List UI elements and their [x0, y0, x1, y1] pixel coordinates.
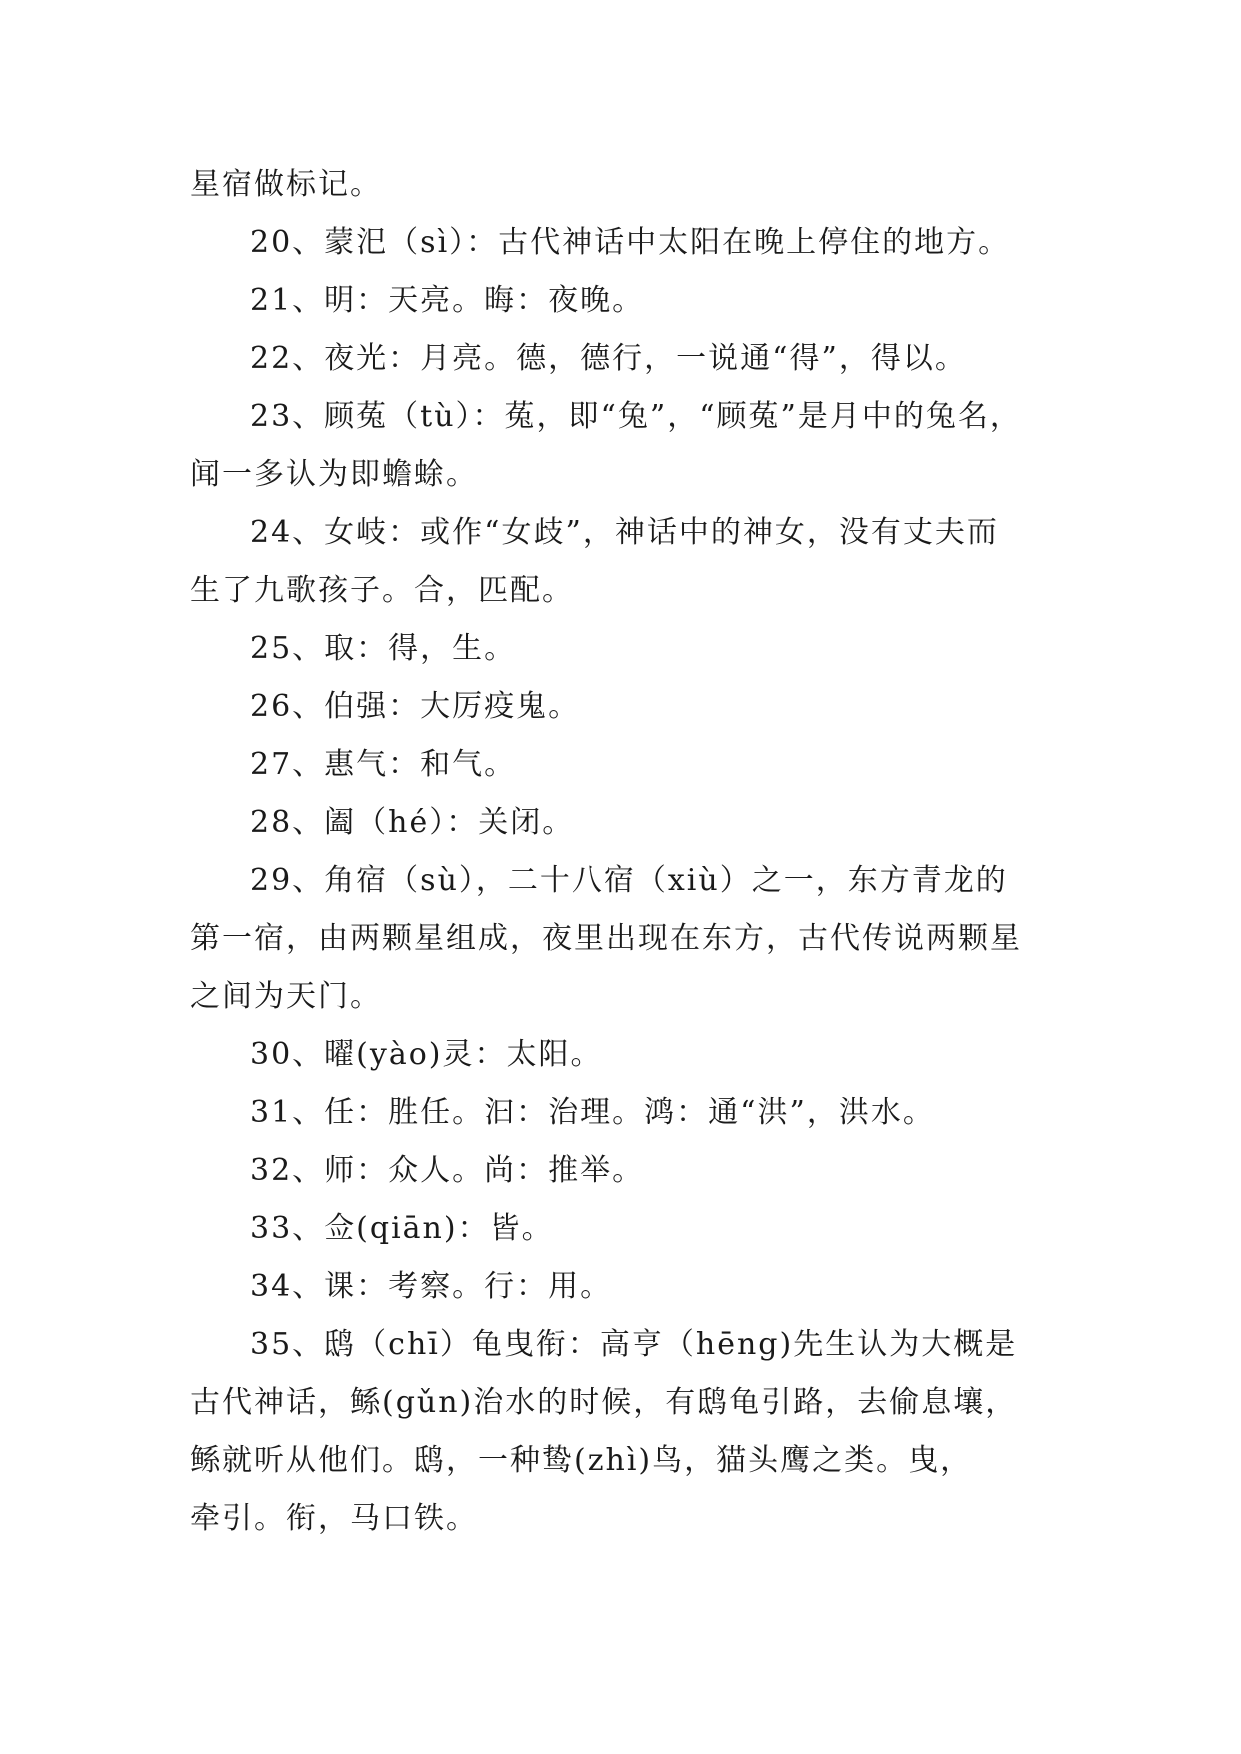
text-line: 29、角宿（sù），二十八宿（xiù）之一，东方青龙的 — [250, 863, 1008, 898]
text-line: 31、任：胜任。汩：治理。鸿：通“洪”，洪水。 — [250, 1095, 935, 1130]
text-line: 鲧就听从他们。鸱，一种鸷(zhì)鸟，猫头鹰之类。曳， — [190, 1443, 973, 1478]
paragraph — [190, 1316, 1070, 1548]
text-line: 26、伯强：大厉疫鬼。 — [250, 689, 581, 724]
paragraph — [190, 852, 1070, 1026]
text-line: 星宿做标记。 — [190, 167, 382, 202]
text-line: 之间为天门。 — [190, 979, 382, 1014]
paragraph — [190, 214, 1070, 272]
text-line: 20、蒙汜（sì）：古代神话中太阳在晚上停住的地方。 — [250, 225, 1011, 260]
text-line: 生了九歌孩子。合，匹配。 — [190, 573, 574, 608]
text-line: 35、鸱（chī）龟曳衔：高亨（hēng)先生认为大概是 — [250, 1327, 1018, 1362]
text-line: 古代神话，鲧(gǔn)治水的时候，有鸱龟引路，去偷息壤， — [190, 1385, 1018, 1420]
text-line: 25、取：得，生。 — [250, 631, 517, 666]
text-line: 23、顾菟（tù）：菟，即“兔”，“顾菟”是月中的兔名， — [250, 399, 1022, 434]
paragraph — [190, 504, 1070, 620]
text-line: 34、课：考察。行：用。 — [250, 1269, 613, 1304]
paragraph — [190, 1200, 1070, 1258]
paragraph — [190, 736, 1070, 794]
text-line: 22、夜光：月亮。德，德行，一说通“得”，得以。 — [250, 341, 967, 376]
paragraph — [190, 1142, 1070, 1200]
paragraph — [190, 272, 1070, 330]
text-line: 28、阖（hé）：关闭。 — [250, 805, 575, 840]
text-line: 21、明：天亮。晦：夜晚。 — [250, 283, 645, 318]
text-line: 33、佥(qiān)：皆。 — [250, 1211, 554, 1246]
paragraph — [190, 620, 1070, 678]
text-line: 牵引。衔，马口铁。 — [190, 1501, 478, 1536]
paragraph — [190, 388, 1070, 504]
paragraph — [190, 156, 1070, 214]
paragraph — [190, 330, 1070, 388]
text-line: 27、惠气：和气。 — [250, 747, 517, 782]
paragraph — [190, 1084, 1070, 1142]
paragraph — [190, 678, 1070, 736]
document-body — [190, 156, 1070, 1548]
text-line: 32、师：众人。尚：推举。 — [250, 1153, 645, 1188]
text-line: 第一宿，由两颗星组成，夜里出现在东方，古代传说两颗星 — [190, 921, 1022, 956]
paragraph — [190, 1258, 1070, 1316]
paragraph — [190, 794, 1070, 852]
text-line: 24、女岐：或作“女歧”，神话中的神女，没有丈夫而 — [250, 515, 999, 550]
paragraph — [190, 1026, 1070, 1084]
text-line: 30、曜(yào)灵：太阳。 — [250, 1037, 603, 1072]
text-line: 闻一多认为即蟾蜍。 — [190, 457, 478, 492]
